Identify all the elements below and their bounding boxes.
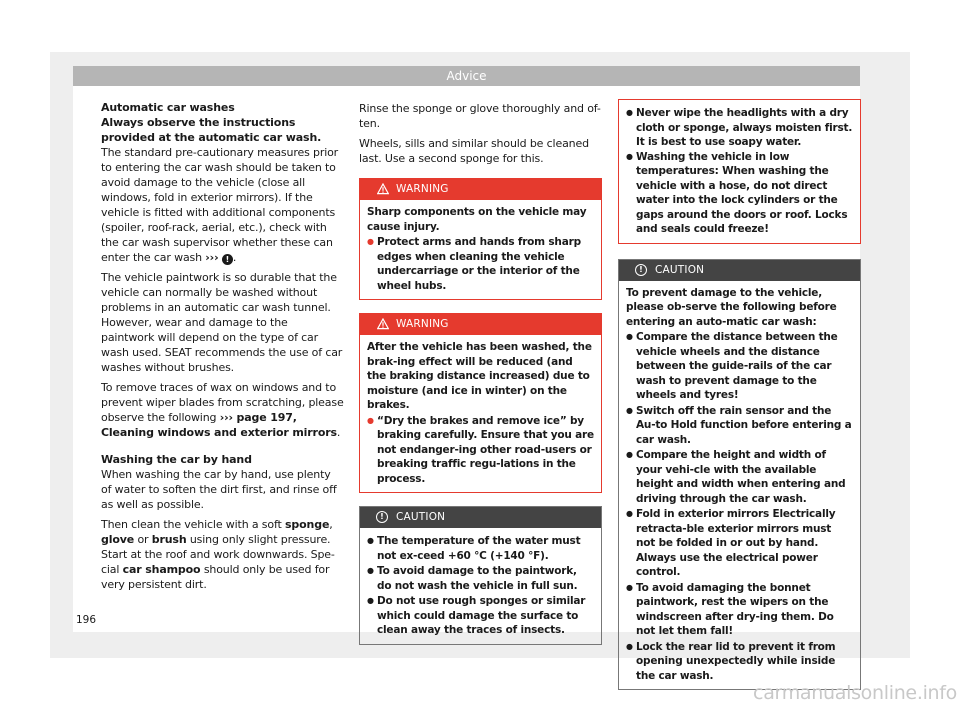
list-item: ● To avoid damaging the bonnet paintwork, rest the wipers on the windscreen after dry-ing them. Do not let them fall!: [626, 581, 853, 639]
text: using only slight pressure. Start at the roof and work downwards. Spe-cial: [101, 533, 335, 576]
list-item: ● Never wipe the headlights with a dry cloth or sponge, always moisten first. It is best to use soapy water.: [626, 106, 853, 150]
list-item: ● To avoid damage to the paintwork, do not wash the vehicle in full sun.: [367, 564, 594, 593]
text: Then clean the vehicle with a soft: [101, 518, 286, 531]
text: ,: [329, 518, 333, 531]
page-reference-link[interactable]: ››› page 197, Cleaning windows and exterior mirrors: [101, 411, 337, 439]
list-item: ● Protect arms and hands from sharp edges when cleaning the vehicle undercarriage or the interior of the wheel hubs.: [367, 235, 594, 293]
bold-text: Always observe the instructions provided at the automatic car wash.: [101, 116, 322, 144]
section-heading: Washing the car by hand: [101, 453, 252, 466]
warning-label: WARNING: [396, 183, 449, 195]
warning-continuation-box: [618, 99, 861, 244]
manual-page: [73, 66, 860, 682]
paragraph: Wheels, sills and similar should be cleaned last. Use a second sponge for this.: [359, 137, 589, 165]
text: or: [134, 533, 152, 546]
warning-intro: After the vehicle has been washed, the brak-ing effect will be reduced (and the braking distance increased) due to moisture (and ice in winter) on the brakes.: [367, 341, 592, 411]
warning-header: [360, 314, 601, 335]
caution-reference-icon[interactable]: !: [222, 254, 233, 265]
reference-arrow[interactable]: ›››: [205, 251, 219, 264]
list-item: ● Lock the rear lid to prevent it from opening unexpectedly while inside the car wash.: [626, 640, 853, 684]
page-header: Advice: [73, 66, 860, 86]
watermark: carmanualsonline.info: [753, 682, 957, 704]
list-item: ● Fold in exterior mirrors Electrically retracta-ble exterior mirrors must not be folded in or out by hand. Always use the electrical power control.: [626, 507, 853, 580]
paragraph: The vehicle paintwork is so durable that the vehicle can normally be washed without problems in an automatic car wash tunnel. However, wear and damage to the paintwork will depend on the type of car wash used. SEAT recommends the use of car washes without brushes.: [101, 271, 343, 374]
caution-label: CAUTION: [655, 263, 705, 276]
text: .: [232, 251, 237, 264]
list-item: ● Compare the distance between the vehicle wheels and the distance between the guide-rails of the car wash to prevent damage to the wheels and tyres!: [626, 330, 853, 403]
paragraph: When washing the car by hand, use plenty of water to soften the dirt first, and rinse off as well as possible.: [101, 468, 337, 511]
list-item: ● Compare the height and width of your vehi-cle with the available height and width when entering and driving through the car wash.: [626, 448, 853, 506]
paragraph: [101, 517, 344, 592]
caution-intro: To prevent damage to the vehicle, please ob-serve the following before entering an auto-matic car wash:: [626, 286, 837, 328]
bold-text: brush: [151, 533, 187, 546]
list-item: ● Switch off the rain sensor and the Au-to Hold function before entering a car wash.: [626, 404, 853, 448]
list-item: ● Washing the vehicle in low temperatures: When washing the vehicle with a hose, do not direct water into the lock cylinders or the gaps around the doors or roof. Locks and seals could freeze!: [626, 150, 853, 237]
text: should only be used for very persistent dirt.: [101, 563, 330, 591]
bold-text: glove: [101, 533, 135, 546]
caution-icon: !: [635, 264, 647, 276]
warning-box: [359, 178, 602, 300]
caution-label: CAUTION: [396, 511, 446, 523]
warning-intro: Sharp components on the vehicle may cause injury.: [367, 206, 587, 233]
list-item: ● The temperature of the water must not ex-ceed +60 °C (+140 °F).: [367, 534, 594, 563]
list-item: ● Do not use rough sponges or similar which could damage the surface to clean away the traces of insects.: [367, 594, 594, 638]
warning-icon: [377, 318, 389, 330]
warning-body: [360, 335, 601, 492]
caution-body: [619, 281, 860, 690]
section-heading: Automatic car washes: [101, 101, 235, 114]
caution-box: [359, 506, 602, 645]
caution-icon: !: [376, 511, 388, 523]
caution-header: [360, 507, 601, 528]
list-item: ● “Dry the brakes and remove ice” by braking carefully. Ensure that you are not endanger-ing other road-users or breaking traffic regu-lations in the process.: [367, 414, 594, 487]
bold-text: car shampoo: [122, 563, 201, 576]
column-2: [359, 101, 602, 658]
caution-body: [360, 528, 601, 644]
caution-box: [618, 259, 861, 691]
bold-text: sponge: [285, 518, 330, 531]
text: The standard pre-cautionary measures prior to entering the car wash should be taken to avoid damage to the vehicle (close all windows, fold in exterior mirrors). If the vehicle is fitted with additional components (spoiler, roof-rack, aerial, etc.), check with the car wash supervisor whether these can enter the car wash: [101, 146, 339, 264]
text: To remove traces of wax on windows and to prevent wiper blades from scratching, please observe the following: [101, 381, 344, 424]
column-1: [101, 100, 344, 597]
paragraph: [101, 380, 344, 440]
warning-box: [359, 313, 602, 493]
warning-header: [360, 179, 601, 200]
paragraph: Rinse the sponge or glove thoroughly and of-ten.: [359, 102, 601, 130]
caution-header: [619, 260, 860, 281]
warning-label: WARNING: [396, 318, 449, 330]
column-3: [618, 99, 861, 703]
paragraph: [101, 115, 344, 265]
warning-icon: [377, 183, 389, 195]
text: .: [336, 426, 341, 439]
warning-body: [360, 200, 601, 299]
page-number: 196: [76, 614, 97, 626]
